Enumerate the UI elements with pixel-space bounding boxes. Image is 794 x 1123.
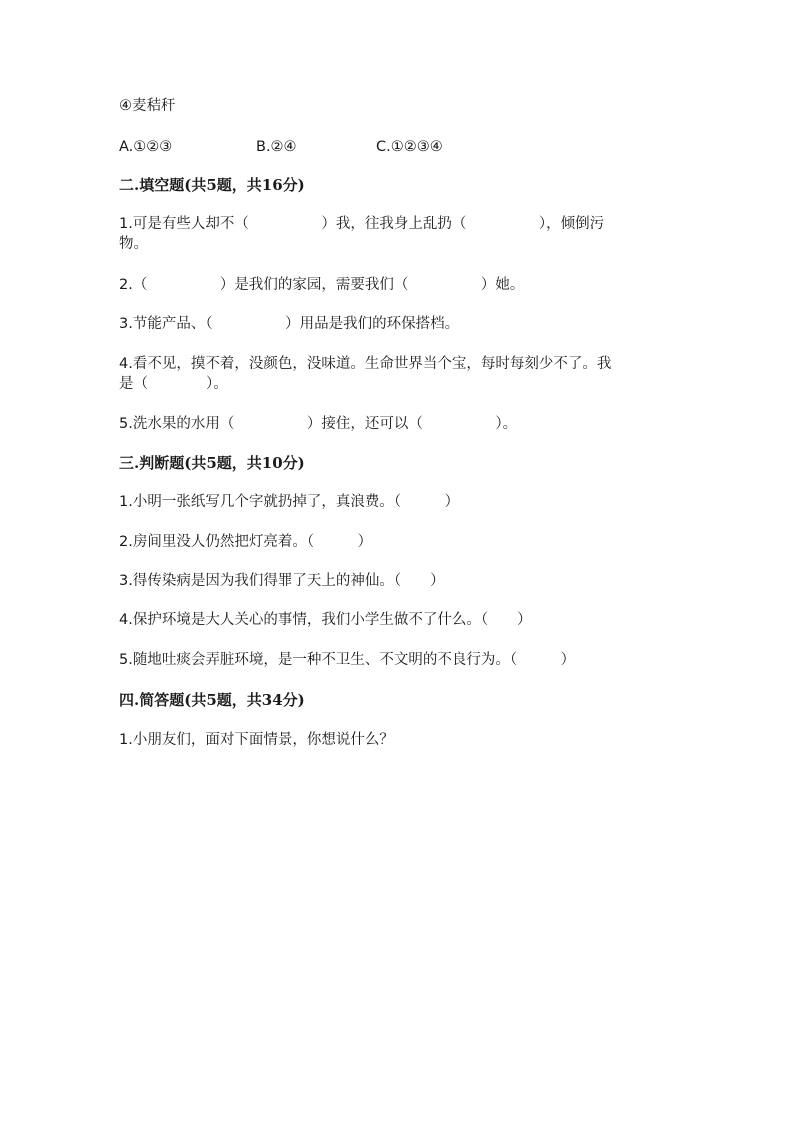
choice-a: A.①②③ xyxy=(119,139,173,155)
short-answer-question-1: 1.小朋友们，面对下面情景，你想说什么？ xyxy=(119,732,394,748)
fill-question-1-line-2: 物。 xyxy=(119,236,148,252)
fill-question-5: 5.洗水果的水用（ ）接住，还可以（ ）。 xyxy=(119,416,518,432)
judge-question-2: 2.房间里没人仍然把灯亮着。（ ） xyxy=(119,534,373,550)
choice-b: B.②④ xyxy=(256,139,297,155)
choice-c: C.①②③④ xyxy=(376,139,443,155)
section-heading-true-false: 三.判断题(共5题，共10分) xyxy=(119,454,305,472)
fill-question-2: 2.（ ）是我们的家园，需要我们（ ）她。 xyxy=(119,277,525,293)
judge-question-1: 1.小明一张纸写几个字就扔掉了，真浪费。（ ） xyxy=(119,494,460,510)
judge-question-3: 3.得传染病是因为我们得罪了天上的神仙。（ ） xyxy=(119,573,445,589)
fill-question-4-line-2: 是（ ）。 xyxy=(119,376,228,392)
fill-question-4-line-1: 4.看不见，摸不着，没颜色，没味道。生命世界当个宝，每时每刻少不了。我 xyxy=(119,356,612,372)
judge-question-5: 5.随地吐痰会弄脏环境，是一种不卫生、不文明的不良行为。（ ） xyxy=(119,652,576,668)
fill-question-1-line-1: 1.可是有些人却不（ ）我，往我身上乱扔（ ），倾倒污 xyxy=(119,216,605,232)
fill-question-3: 3.节能产品、（ ）用品是我们的环保搭档。 xyxy=(119,316,460,332)
section-heading-fill-in: 二.填空题(共5题，共16分) xyxy=(119,176,305,194)
option-item-4: ④麦秸秆 xyxy=(119,98,176,114)
judge-question-4: 4.保护环境是大人关心的事情，我们小学生做不了什么。（ ） xyxy=(119,612,532,628)
section-heading-short-answer: 四.简答题(共5题，共34分) xyxy=(119,691,305,709)
